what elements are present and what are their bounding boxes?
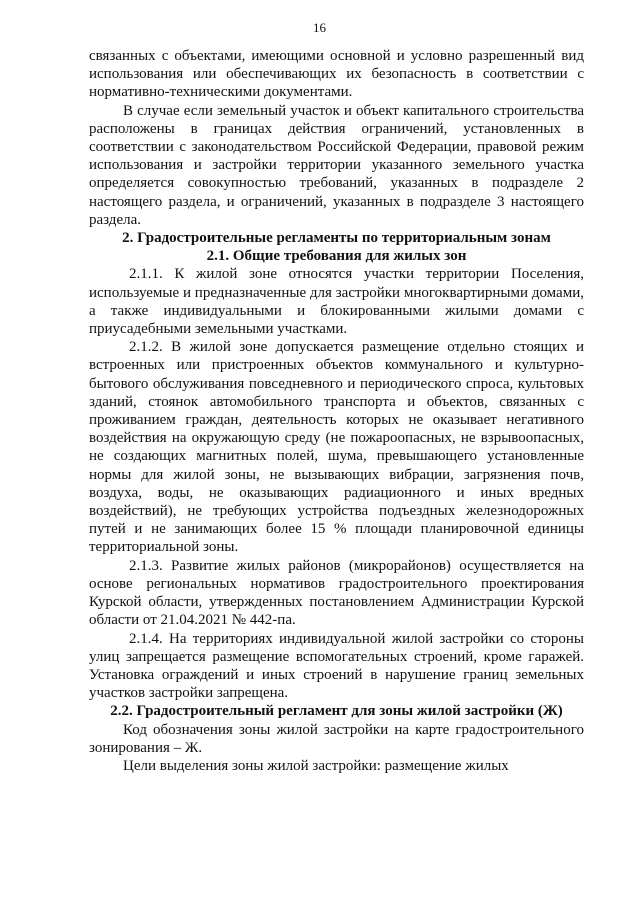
- paragraph-continuation: связанных с объектами, имеющими основной и условно разрешенный вид использования или обеспечивающих их безопасность в соответствии с нормативно-техническими документами.: [89, 48, 584, 101]
- paragraph-zone-code: Код обозначения зоны жилой застройки на карте градостроительного зонирования – Ж.: [89, 721, 584, 756]
- document-body: [89, 47, 584, 775]
- paragraph-zone-goals: Цели выделения зоны жилой застройки: размещение жилых: [123, 757, 509, 774]
- section-2-heading: 2. Градостроительные регламенты по территориальным зонам: [122, 230, 551, 247]
- paragraph-restrictions: В случае если земельный участок и объект капитального строительства расположены в границах действия ограничений, установленных в соответствии с законодательством Российской Федерации, правовой режим использования и застройки территории указанного земельного участка определяется совокупностью требований, указанных в подразделе 2 настоящего раздела, и ограничений, указанных в подразделе 3 настоящего раздела.: [89, 102, 584, 228]
- paragraph-2-1-3: 2.1.3. Развитие жилых районов (микрорайонов) осуществляется на основе региональных нормативов градостроительного проектирования Курской области, утвержденных постановлением Администрации Курской области от 21.04.2021 № 442-па.: [89, 557, 584, 629]
- paragraph-2-1-2: 2.1.2. В жилой зоне допускается размещение отдельно стоящих и встроенных или пристроенных объектов коммунального и культурно-бытового обслуживания повседневного и периодического спроса, культовых зданий, стоянок автомобильного транспорта и объектов, связанных с проживанием граждан, деятельность которых не оказывает негативного воздействия на окружающую среду (не пожароопасных, не взрывоопасных, не создающих магнитных полей, шума, превышающего установленные нормы для жилой зоны, не вызывающих вибрации, загрязнения почв, воздуха, воды, не оказывающих радиационного и иных вредных воздействий), не требующих устройства подъездных железнодорожных путей и не занимающих более 15 % площади планировочной единицы территориальной зоны.: [89, 339, 584, 556]
- paragraph-2-1-4: 2.1.4. На территориях индивидуальной жилой застройки со стороны улиц запрещается размещение вспомогательных строений, кроме гаражей. Установка ограждений и иных строений в нарушение границ земельных участков застройки запрещена.: [89, 630, 584, 702]
- section-2-1-heading: 2.1. Общие требования для жилых зон: [206, 248, 467, 265]
- paragraph-2-1-1: 2.1.1. К жилой зоне относятся участки территории Поселения, используемые и предназначенные для застройки многоквартирными домами, а также индивидуальными и блокированными жилыми домами с приусадебными земельными участками.: [89, 266, 584, 338]
- section-2-2-heading: 2.2. Градостроительный регламент для зоны жилой застройки (Ж): [110, 703, 563, 720]
- page-number: 16: [313, 20, 326, 35]
